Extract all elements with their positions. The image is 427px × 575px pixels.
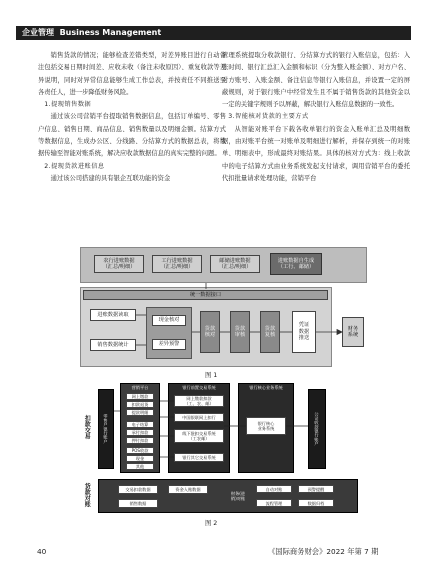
step-box: 凭证 数据 推送 xyxy=(292,311,316,353)
module-box: 销售数据统计 xyxy=(90,339,136,351)
finance-label: 财务(进 销)对账 xyxy=(230,491,246,501)
source-box: 农行进账数据 （汇总/明细） xyxy=(94,255,144,273)
mk-item: 扣款退货 xyxy=(126,401,154,408)
function-box: 自动对账 xyxy=(256,485,292,493)
journal-title: 《国际商务财会》2022 年第 7 期 xyxy=(268,547,379,556)
bf-item: 线下批扣交易系统 （工农邮） xyxy=(174,429,224,443)
subheading: 2.提现货款进账信息 xyxy=(44,162,105,170)
figure-1 xyxy=(80,247,370,369)
step-box: 货款 复核 xyxy=(260,311,280,353)
mk-item: POS收款 xyxy=(126,447,154,454)
subheading: 1.提现销售数据 xyxy=(44,101,92,109)
company-account-box: 公司收款银行账户 xyxy=(308,389,326,469)
module-box: 进账数据读取 xyxy=(90,309,136,321)
function-box: 预警提醒 xyxy=(298,485,334,493)
left-column xyxy=(38,50,226,185)
figure-2 xyxy=(76,381,376,515)
bank-front-title: 银行前置交易系统 xyxy=(182,384,216,390)
data-box: 交易扣款数据 xyxy=(118,485,158,494)
mk-item: 现金 xyxy=(126,455,154,462)
paragraph: 通过该公司营销平台提取销售数据信息，包括订单编号、零售户信息、销售日期、商品信息、销售数量以及明细金额。结算方式等数据信息，生成办公区、分线路、分结算方式的数据总表，将数据传输至智能对账系统，解决应收款数据信息的真实完整的问题。 xyxy=(38,113,226,158)
module-box: 差异预警 xyxy=(152,339,186,350)
paragraph: 从智能对账平台下载各收单银行的资金入账单汇总及明细数据，由对账平台统一对账单及明细进行解析，并保存到统一的对账单、明细表中，形成最终对账结果。具体的核对方式为：线上收款中的电子结算方式由业务系统发起支付请求，调用营销平台的委托代扣批量请求处理功能，营销平台 xyxy=(222,125,410,182)
paragraph: 销售货款的情况；能够检查差错类型，对差异账目进行自动备注包括交易日期时间差、应收未收（备注未收原因）、重复收款等差异说明，同时对异常信息能够生成工作总表，并按责任不同推送至各责任人，进一步降低财务风险。 xyxy=(38,52,226,96)
mk-item: 押付扣款 xyxy=(126,437,154,444)
bf-item: 中国银联网上扣行 xyxy=(174,413,224,422)
source-box: 邮储进账数据 （汇总/明细） xyxy=(210,255,260,273)
data-box: 资金入账数据 xyxy=(168,485,208,494)
mk-item: 电子结算 xyxy=(126,421,154,428)
function-box: 流程管理 xyxy=(256,499,292,507)
mk-item: 其他 xyxy=(126,463,154,470)
finance-system-box: 财务 系统 xyxy=(342,317,364,347)
marketing-title: 营销平台 xyxy=(131,384,149,390)
subheading: 3.智能核对货款的主要方式 xyxy=(228,113,309,121)
flow-arrows xyxy=(80,247,370,369)
mk-item: 承付扣款 xyxy=(126,429,154,436)
source-box-self: 进账数据自生成 （工行、邮储） xyxy=(270,253,322,275)
section-header-bar xyxy=(16,26,411,40)
flow-arrows xyxy=(76,381,376,515)
section-title: 企业管理 Business Management xyxy=(22,28,162,37)
step-box: 货款 核对 xyxy=(200,311,220,353)
mk-item: 提款明细 xyxy=(126,409,154,416)
step-box: 货款 审核 xyxy=(230,311,250,353)
section-label: 扣款交易 xyxy=(83,415,91,439)
page-number: 40 xyxy=(37,547,47,556)
bf-item: 网上缴款扣款 （工、农、邮） xyxy=(174,395,224,407)
mk-item: 网上缴款 xyxy=(126,393,154,400)
unified-api-bar: 统一数据接口 xyxy=(83,290,328,300)
bf-item: 银行其它交易系统 xyxy=(174,453,224,462)
section-label: 货款对账 xyxy=(83,483,91,507)
figure-2-caption: 图 2 xyxy=(205,520,218,527)
bank-core-title: 银行核心业务系统 xyxy=(249,384,283,390)
paragraph: 通过该公司搭建的具有银企互联功能的资金 xyxy=(50,174,171,182)
module-box: 现金核对 xyxy=(152,315,186,326)
function-box: 数据归档 xyxy=(298,499,334,507)
figure-1-caption: 图 1 xyxy=(205,372,218,379)
retail-account-box: 零售户银行账户 xyxy=(98,389,114,469)
bank-core-box: 银行核心 业务系统 xyxy=(246,417,286,435)
right-column xyxy=(222,50,410,185)
data-box: 销售数据 xyxy=(118,499,158,508)
source-box: 工行进账数据 （汇总/明细） xyxy=(152,255,202,273)
paragraph: 管理系统提取分收款银行、分结算方式的银行入账信息，包括：入账时间、银行汇总汇入金额和标识（分为整入账金额）、对方户名、对方账号、入账金额、备注信息等银行入账信息，并设置一定的屏蔽规则，对于银行账户中经常发生且不属于销售货款的其他资金以一定的关键字规则予以屏蔽，解决银行入账信息数据的一致性。 xyxy=(222,52,410,109)
